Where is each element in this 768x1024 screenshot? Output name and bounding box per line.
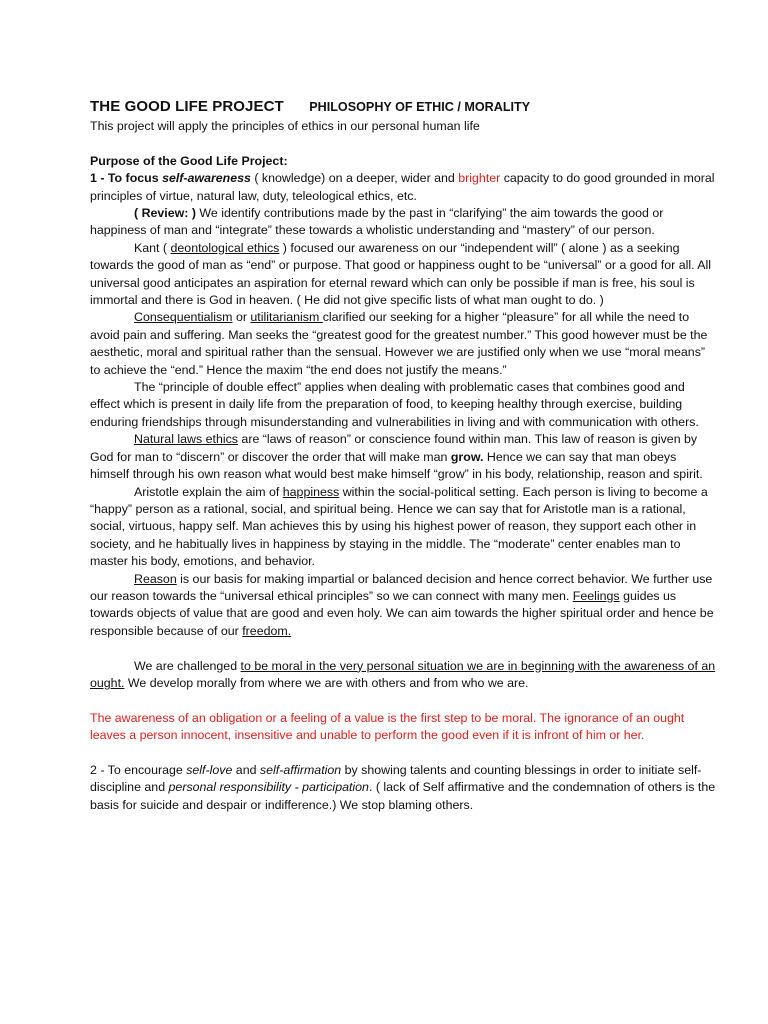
review-text: We identify contributions made by the past in “clarifying” the aim towards the good or happiness of man and “integrate” these towards a wholistic understanding and “mastery” of our person. bbox=[90, 206, 664, 238]
kant-text-a: Kant ( bbox=[134, 240, 171, 255]
p1-text-b: capacity to do good grounded in moral principles of virtue, natural law, duty, teleological ethics, etc. bbox=[90, 171, 715, 203]
consequentialism-term: Consequentialism bbox=[134, 310, 233, 325]
spacer bbox=[90, 640, 718, 657]
page-subtitle: PHILOSOPHY OF ETHIC / MORALITY bbox=[309, 100, 531, 114]
natural-law-term: Natural laws ethics bbox=[134, 432, 238, 447]
natural-law-text-a: are “laws of reason” or conscience found within man. This law of reason is given by God for man to “discern” or discover the order that will make man bbox=[90, 432, 698, 464]
reason-term: Reason bbox=[134, 571, 177, 586]
p11-number: 2 - To encourage bbox=[90, 762, 187, 777]
review-label: ( Review: ) bbox=[134, 206, 196, 221]
page-title: THE GOOD LIFE PROJECT bbox=[90, 98, 284, 115]
reason-paragraph bbox=[90, 571, 718, 641]
kant-text-b: ) focused our awareness on our “independent will” ( alone ) as a seeking towards the good of man as “end” or purpose. That good or happiness ought to be “universal” or a good for all. All universal good anticipates an aspiration for eternal reward which can only be possible if man is free, his soul is immortal and there is God in heaven. ( He did not give specific lists of what man ought to do. ) bbox=[90, 240, 712, 308]
p11-text-b: . ( lack of Self affirmative and the condemnation of others is the basis for suicide and despair or indifference.) We stop blaming others. bbox=[90, 780, 716, 812]
natural-law-grow: grow. bbox=[450, 449, 484, 464]
review-paragraph bbox=[90, 205, 718, 240]
challenge-text-b: We develop morally from where we are with others and from who we are. bbox=[124, 675, 529, 690]
purpose-2-paragraph bbox=[90, 762, 718, 814]
consequentialism-or: or bbox=[232, 310, 251, 325]
personal-responsibility-term: personal responsibility - participation bbox=[168, 780, 369, 795]
p1-text-a: ( knowledge) on a deeper, wider and bbox=[250, 171, 459, 186]
self-affirmation-term: self-affirmation bbox=[259, 762, 342, 777]
consequentialism-paragraph bbox=[90, 309, 718, 379]
p1-number: 1 - To focus bbox=[90, 171, 163, 186]
natural-law-text-b: Hence we can say that man obeys himself through his own reason what would best make himself “grow” in his body, relationship, reason and spirit. bbox=[90, 449, 703, 482]
challenge-text-a: We are challenged bbox=[134, 658, 241, 673]
awareness-paragraph: The awareness of an obligation or a feeling of a value is the first step to be moral. The ignorance of an ought leaves a person innocent, insensitive and unable to perform the good even if it is infront of him or her. bbox=[90, 710, 685, 743]
consequentialism-text: clarified our seeking for a higher “pleasure” for all while the need to avoid pain and suffering. Man seeks the “greatest good for the greatest number.” This good however must be the aesthetic, moral and spiritual rather than the sensual. However we are justified only when we use “moral means” to achieve the “end.” Hence the maxim “the end does not justify the means.” bbox=[90, 310, 708, 377]
challenge-paragraph bbox=[90, 658, 718, 693]
reason-text-a: is our basis for making impartial or balanced decision and hence correct behavior. We further use our reason towards the “universal ethical principles” so we can connect with many men. bbox=[90, 571, 713, 603]
kant-term: deontological ethics bbox=[170, 240, 280, 255]
spacer bbox=[90, 745, 718, 762]
aristotle-text-b: within the social-political setting. Each person is living to become a “happy” person as a rational, social, and spiritual being. Hence we can say that for Aristotle man is a rational, social, virtuous, happy self. Man achieves this by using his highest power of reason, they support each other in society, and he habitually lives in happiness by staying in the middle. The “moderate” center enables man to master his body, emotions, and behavior. bbox=[90, 484, 708, 569]
self-love-term: self-love bbox=[186, 762, 233, 777]
kant-paragraph bbox=[90, 240, 718, 310]
utilitarianism-term: utilitarianism bbox=[250, 310, 323, 325]
title-line bbox=[90, 96, 718, 118]
double-effect-paragraph: The “principle of double effect” applies when dealing with problematic cases that combines good and effect which is present in daily life from the preparation of food, to keeping healthy through exercise, building enduring friendships through misunderstanding and vulnerabilities in living and with communication with others. bbox=[90, 380, 699, 429]
spacer bbox=[90, 135, 718, 152]
feelings-term: Feelings bbox=[572, 588, 620, 603]
p11-and: and bbox=[232, 762, 260, 777]
p1-self-awareness: self-awareness bbox=[162, 171, 251, 186]
natural-law-paragraph bbox=[90, 431, 718, 483]
reason-text-b: guides us towards objects of value that are good and even holy. We can aim towards the higher spiritual order and hence be responsible because of our bbox=[90, 588, 714, 638]
purpose-heading: Purpose of the Good Life Project: bbox=[90, 153, 288, 168]
purpose-1-paragraph bbox=[90, 170, 718, 205]
aristotle-text-a: Aristotle explain the aim of bbox=[134, 484, 283, 499]
spacer bbox=[90, 692, 718, 709]
intro-text: This project will apply the principles of ethics in our personal human life bbox=[90, 119, 480, 133]
freedom-term: freedom. bbox=[242, 623, 292, 638]
p11-text-a: by showing talents and counting blessings in order to initiate self-discipline and bbox=[90, 762, 702, 795]
p1-brighter: brighter bbox=[458, 171, 501, 186]
challenge-underlined: to be moral in the very personal situation we are in beginning with the awareness of an ought. bbox=[90, 658, 716, 690]
happiness-term: happiness bbox=[282, 484, 340, 499]
aristotle-paragraph bbox=[90, 484, 718, 571]
